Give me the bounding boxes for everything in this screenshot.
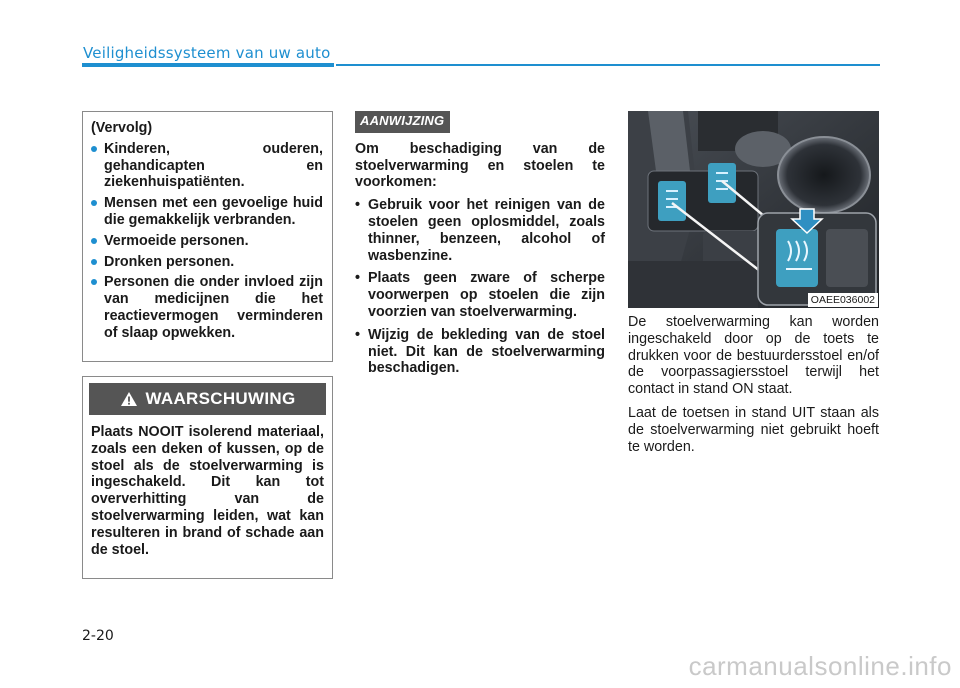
section-title: Veiligheidssysteem van uw auto xyxy=(83,44,331,62)
warning-text: Plaats NOOIT isolerend materiaal, zoals een deken of kussen, op de stoel als de stoelverwarming is ingeschakeld. Dit kan tot oververhitting van de stoelverwarming leiden, wat kan resulteren in brand of schade aan de stoel. xyxy=(91,424,324,558)
note-intro: Om beschadiging van de stoelverwarming en stoelen te voorkomen: xyxy=(355,140,605,191)
figure-code: OAEE036002 xyxy=(808,293,878,307)
list-item-text: Dronken personen. xyxy=(104,253,235,270)
list-item: • Wijzig de bekleding van de stoel niet. Dit kan de stoelverwarming beschadigen. xyxy=(355,327,605,377)
bullet-dot-icon xyxy=(91,200,97,206)
body-text xyxy=(628,314,879,462)
seat-heater-photo xyxy=(628,111,879,308)
caution-box xyxy=(82,111,333,362)
bullet-dot-icon xyxy=(91,279,97,285)
note-list xyxy=(355,197,605,377)
warning-box xyxy=(82,376,333,579)
body-paragraph: Laat de toetsen in stand UIT staan als de stoelverwarming niet gebruikt hoeft te worden. xyxy=(628,404,879,455)
watermark: carmanualsonline.info xyxy=(688,651,952,681)
body-paragraph: De stoelverwarming kan worden ingeschakeld door op de toets te drukken voor de bestuurdersstoel en/of de voorpassagiersstoel terwijl het contact in stand ON staat. xyxy=(628,314,879,398)
page-number: 2-20 xyxy=(82,628,114,644)
note-badge: AANWIJZING xyxy=(355,111,450,133)
list-item xyxy=(91,254,323,271)
caution-list xyxy=(91,141,323,342)
list-item-text: Mensen met een gevoelige huid die gemakkelijk verbranden. xyxy=(104,195,323,228)
list-item-text: Kinderen, ouderen, gehandicapten en ziekenhuispatiënten. xyxy=(104,140,323,191)
list-item-text: Personen die onder invloed zijn van medicijnen die het reactievermogen verminderen of slaap opwekken. xyxy=(104,274,323,341)
bullet-dot-icon xyxy=(91,146,97,152)
caution-heading: (Vervolg) xyxy=(91,120,153,136)
list-item xyxy=(91,233,323,250)
note-section xyxy=(355,111,605,383)
bullet-dot-icon xyxy=(91,259,97,265)
seat-heater-console-illustration xyxy=(628,111,879,308)
list-item xyxy=(91,195,323,229)
list-item xyxy=(91,141,323,191)
warning-banner xyxy=(89,383,326,415)
header-rule xyxy=(336,64,880,66)
warning-label: WAARSCHUWING xyxy=(145,389,296,408)
list-item: • Gebruik voor het reinigen van de stoelen geen oplosmiddel, zoals thinner, benzeen, alcohol of wasbenzine. xyxy=(355,197,605,264)
warning-triangle-icon xyxy=(120,391,138,407)
header-rule-accent xyxy=(82,63,334,67)
bullet-dot-icon xyxy=(91,238,97,244)
list-item: • Plaats geen zware of scherpe voorwerpen op stoelen die zijn voorzien van stoelverwarming. xyxy=(355,270,605,320)
list-item xyxy=(91,274,323,341)
list-item-text: Vermoeide personen. xyxy=(104,232,249,249)
